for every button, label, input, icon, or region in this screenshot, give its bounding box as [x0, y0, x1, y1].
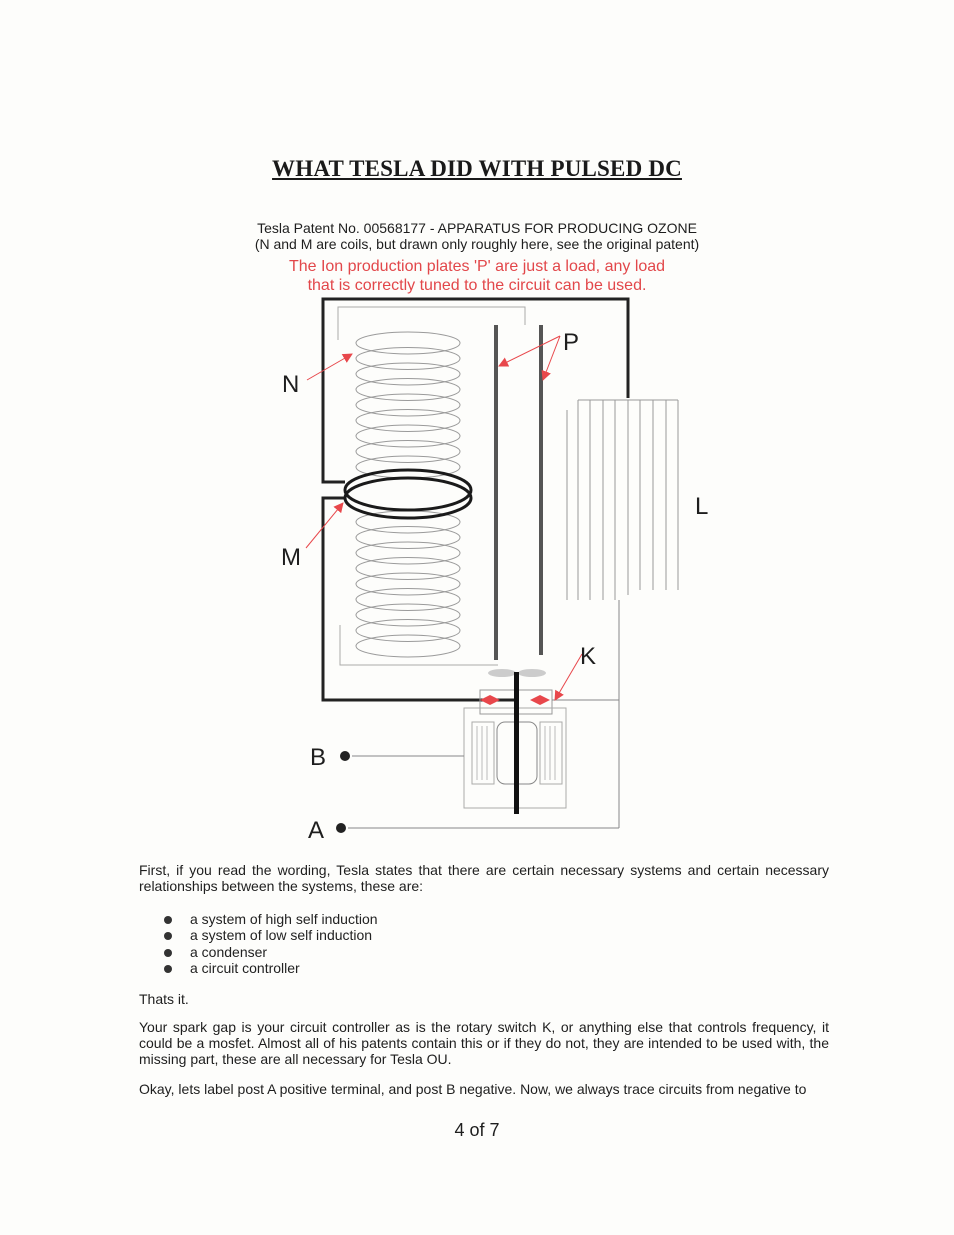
red-note-line-2: that is correctly tuned to the circuit can be used. — [307, 277, 647, 294]
page-title: WHAT TESLA DID WITH PULSED DC — [272, 156, 682, 181]
page-number: 4 of 7 — [454, 1120, 500, 1140]
label-n: N — [282, 371, 300, 398]
list-item: a system of low self induction — [164, 927, 378, 943]
paragraph-terminals: Okay, lets label post A positive terminal, and post B negative. Now, we always trace circuits from negative to — [139, 1081, 807, 1097]
list-item: a system of high self induction — [164, 911, 378, 927]
coil-n — [356, 332, 460, 478]
list-item: a circuit controller — [164, 960, 378, 976]
label-b: B — [310, 744, 327, 771]
necessary-systems-list — [164, 911, 378, 977]
red-note-line-1: The Ion production plates 'P' are just a load, any load — [288, 258, 666, 275]
paragraph-thats-it: Thats it. — [139, 991, 189, 1007]
terminal-a-post — [336, 823, 346, 833]
label-p: P — [563, 329, 580, 356]
patent-line-1: Tesla Patent No. 00568177 - APPARATUS FOR PRODUCING OZONE — [257, 220, 697, 236]
label-m: M — [281, 544, 301, 571]
patent-line-2: (N and M are coils, but drawn only roughly here, see the original patent) — [254, 236, 700, 252]
label-l: L — [695, 493, 709, 520]
paragraph-circuit-controller: Your spark gap is your circuit controller as is the rotary switch K, or anything else that controls frequency, it could be a mosfet. Almost all of his patents contain this or if they do not, they are intended to be used with, the missing part, these are all necessary for Tesla OU. — [139, 1019, 829, 1067]
label-a: A — [308, 817, 325, 844]
list-item: a condenser — [164, 944, 378, 960]
condenser-l — [567, 400, 678, 600]
coil-turn — [356, 635, 460, 657]
label-k: K — [580, 643, 597, 670]
primary-circuit-wire — [323, 299, 628, 700]
plates-p — [494, 325, 543, 660]
coil-lower-turns — [356, 511, 460, 657]
paragraph-intro: First, if you read the wording, Tesla states that there are certain necessary systems and certain necessary relationships between the systems, these are: — [139, 862, 829, 894]
coil-m — [345, 470, 471, 518]
circuit-controller-k — [464, 669, 566, 814]
terminal-b-post — [340, 751, 350, 761]
